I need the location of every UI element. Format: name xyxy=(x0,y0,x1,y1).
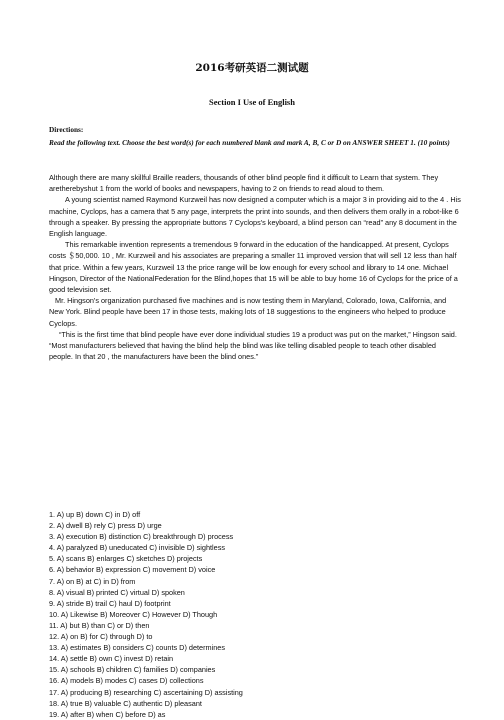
directions-text: Read the following text. Choose the best word(s) for each numbered blank and mark A, B, C or D on ANSWER SHEET 1. (10 points) xyxy=(49,138,450,147)
passage-paragraph: This remarkable invention represents a tremendous 9 forward in the education of the handicapped. At present, Cyclops costs ＄50,000. 10 , Mr. Kurzweil and his associates are preparing a smaller 11 improved version that will sell 12 less than half that price. Within a few years, Kurzweil 13 the price range will be low enough for every school and library to 14 one. Michael Hingson, Director of the NationalFederation for the Blind,hopes that 15 will be able to buy home 16 of Cyclops for the price of a good television set. xyxy=(49,240,458,295)
option-item: 2. A) dwell B) rely C) press D) urge xyxy=(49,521,162,531)
option-item: 1. A) up B) down C) in D) off xyxy=(49,510,141,519)
option-item: 10. A) Likewise B) Moreover C) However D) Though xyxy=(49,609,218,619)
option-item: 5. A) scans B) enlarges C) sketches D) projects xyxy=(49,554,203,564)
option-item: 3. A) execution B) distinction C) breakthrough D) process xyxy=(49,532,234,542)
option-item: 7. A) on B) at C) in D) from xyxy=(49,576,136,586)
passage-text xyxy=(49,172,461,362)
passage-paragraph: A young scientist named Raymond Kurzweil has now designed a computer which is a major 3 in providing aid to the 4 . His machine, Cyclops, has a camera that 5 any page, interprets the print into sounds, and then delivers them orally in a robot-like 6 through a speaker. By pressing the appropriate buttons 7 Cyclops's keyboard, a blind person can “read” any 8 document in the English language. xyxy=(49,195,461,239)
option-item: 8. A) visual B) printed C) virtual D) spoken xyxy=(49,587,185,597)
option-item: 18. A) true B) valuable C) authentic D) pleasant xyxy=(49,698,202,708)
option-item: 16. A) models B) modes C) cases D) collections xyxy=(49,676,204,686)
section-heading: Section I Use of English xyxy=(209,97,295,107)
passage-paragraph: Although there are many skillful Braille readers, thousands of other blind people find it difficult to Learn that system. They aretherebyshut 1 from the world of books and newspapers, having to 2 on friends to read aloud to them. xyxy=(49,173,439,194)
option-item: 13. A) estimates B) considers C) counts D) determines xyxy=(49,643,226,653)
option-item: 17. A) producing B) researching C) ascertaining D) assisting xyxy=(49,687,243,697)
option-item: 11. A) but B) than C) or D) then xyxy=(49,620,150,630)
exam-title: 2016考研英语二测试题 xyxy=(195,62,309,74)
passage-paragraph: “This is the first time that blind people have ever done individual studies 19 a product was put on the market,” Hingson said. “Most manufacturers believed that having the blind help the blind was like telling disabled people to teach other disabled people. In that 20 , the manufacturers have been the blind ones.” xyxy=(49,329,457,362)
option-item: 6. A) behavior B) expression C) movement D) voice xyxy=(49,565,216,575)
option-item: 9. A) stride B) trail C) haul D) footprint xyxy=(49,598,171,608)
option-item: 14. A) settle B) own C) invest D) retain xyxy=(49,654,174,664)
option-item: 4. A) paralyzed B) uneducated C) invisible D) sightless xyxy=(49,543,226,553)
option-item: 19. A) after B) when C) before D) as xyxy=(49,709,166,719)
directions-label: Directions: xyxy=(49,125,84,134)
option-item: 12. A) on B) for C) through D) to xyxy=(49,632,153,642)
option-item: 15. A) schools B) children C) families D) companies xyxy=(49,665,216,675)
answer-options-list xyxy=(49,509,469,720)
passage-paragraph: Mr. Hingson's organization purchased five machines and is now testing them in Maryland, Colorado, Iowa, California, and New York. Blind people have been 17 in those tests, making lots of 18 suggestions to the engineers who helped to produce Cyclops. xyxy=(49,296,447,328)
